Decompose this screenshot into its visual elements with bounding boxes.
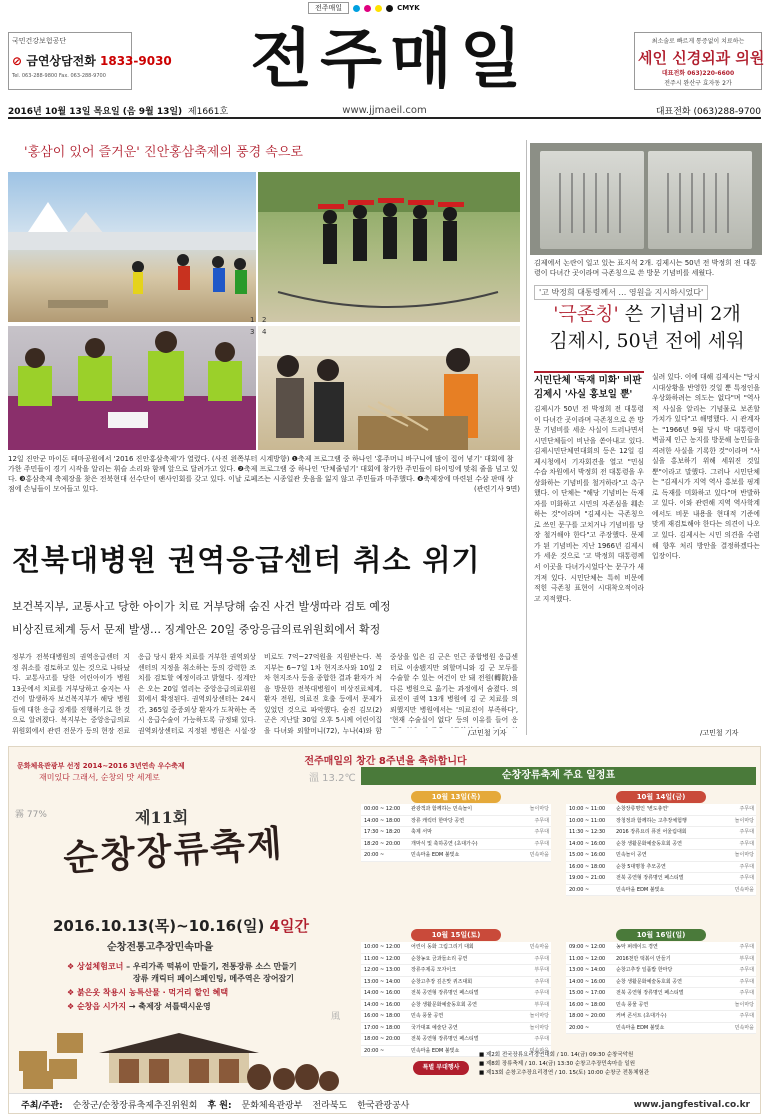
schedule-time: 15:00 ~ 17:00 <box>569 990 606 996</box>
schedule-row <box>566 839 756 851</box>
festival-feature-1-marker: ❖ 상설체험코너 <box>67 962 124 971</box>
memorial-inscription-drawing <box>530 143 762 255</box>
feature-headline: '홍삼이 있어 즐거운' 진안홍삼축제의 풍경 속으로 <box>24 145 303 160</box>
festival-feature-3-marker: ❖ 붉은옷 착용시 농특산물 · 먹거리 할인 혜택 <box>67 988 229 997</box>
schedule-time: 18:00 ~ 20:00 <box>364 1036 401 1042</box>
schedule-row <box>566 942 756 954</box>
festival-schedule <box>361 767 756 1089</box>
main-lead-1: 보건복지부, 교통사고 당한 아이가 치료 거부당해 숨진 사건 발생따라 검토 예정 <box>12 600 391 613</box>
photo-label-1: 1 <box>250 316 255 324</box>
schedule-venue: 주무대 <box>739 990 754 996</box>
photo-fan-signing-drawing <box>8 326 256 450</box>
schedule-row <box>361 804 551 816</box>
schedule-time: 14:00 ~ 16:00 <box>364 1001 401 1008</box>
schedule-venue: 주무대 <box>739 806 754 812</box>
main-lead-2: 비상진료체계 등서 문제 발생… 징계안은 20일 중앙응급의료위원회에서 확정 <box>12 623 381 636</box>
schedule-event: 축제 서막 <box>411 829 432 835</box>
issue-number: 제1661호 <box>187 106 229 117</box>
schedule-time: 16:00 ~ 18:00 <box>569 1001 606 1008</box>
side-word-fog: 霧 77% <box>15 810 47 820</box>
photo-label-4: 4 <box>262 328 267 336</box>
schedule-venue: 놀이마당 <box>734 817 754 824</box>
festival-ad[interactable] <box>8 746 761 1114</box>
schedule-venue: 주무대 <box>739 967 754 973</box>
schedule-row <box>566 965 756 977</box>
ad-clinic-top: 최소술로 빠르게 통증없이 치료하는 <box>651 38 745 45</box>
side-story-subhead-2: 김제시 '사실 홍보일 뿐' <box>534 388 633 400</box>
schedule-venue: 놀이마당 <box>529 1013 549 1019</box>
schedule-time: 13:00 ~ 14:00 <box>569 967 606 973</box>
schedule-day-4 <box>566 929 756 1034</box>
cyan-dot <box>353 5 360 12</box>
schedule-row <box>361 1034 551 1046</box>
schedule-row <box>361 850 551 862</box>
schedule-venue: 주무대 <box>534 829 549 835</box>
dateline <box>8 103 761 119</box>
schedule-row <box>566 988 756 1000</box>
ad-quitline-title <box>12 52 172 69</box>
special-event-3: ■ 제13회 순창고추장요리경연 / 10. 15(토) 10:00 순창군 전통체험관 <box>479 1070 650 1076</box>
schedule-event: 순창농요 금과들소리 공연 <box>411 955 468 962</box>
schedule-event: 민속 풍물 공연 <box>616 1001 649 1008</box>
schedule-event: 전북 공연형 장류명인 페스티벌 <box>616 990 684 996</box>
side-story-col-1: 김제시가 50년 전 박정희 전 대통령이 다녀간 곳이라며 극존칭으로 쓴 방문 기념비를 세운 사실이 드러나면서 시민단체들이 비난을 쏟아내고 있다. 김제시민단체연대회의 등은 12일 김제시청에서 기자회견을 열고 "민심 수습 차원에서 박정희 전 대통령을 우상화하는 기념비를 철거하라"고 촉구했다. 이 단체는 "해당 기념비는 독재자를 미화하고 시민의 자존심을 훼손하는 것"이라며 "김제시는 극존칭으로 쓰인 문구를 고치거나 기념비를 당장 철거해야 한다"고 주장했다. 문제가 된 기념비는 지난 1966년 김제시가 세운 것으로 '고 박정희 대통령께서 이곳을 다녀가시었다'는 문구가 새겨져 있다. 시민단체는 특히 비문에 적힌 극존칭 표현이 시대착오적이라고 지적했다. <box>534 405 644 603</box>
main-phone: 대표전화 (063)288-9700 <box>655 106 761 117</box>
festival-feature-4 <box>67 1001 211 1013</box>
side-story-byline: /고민철 기자 <box>700 729 739 737</box>
schedule-event: 개막식 및 축하공연 (초대가수) <box>411 840 478 847</box>
sponsor-2: 전라북도 <box>312 1101 348 1111</box>
schedule-row <box>566 977 756 989</box>
festival-feature-2-text: 장류 캐릭터 페이스페인팅, 메주역은 장어잡기 <box>133 974 295 983</box>
festival-slogan: 재미있다 그래서, 순창의 맛 세계로 <box>39 773 160 782</box>
schedule-venue: 민속마을 <box>529 1047 549 1054</box>
schedule-event: 관광객과 함께하는 민속놀이 <box>411 806 473 812</box>
side-story-headline-rest: 쓴 기념비 2개 <box>618 303 741 325</box>
schedule-event: 전북 공연형 장류명인 페스티벌 <box>411 990 479 996</box>
special-events-badge: 특별 부대행사 <box>413 1061 469 1075</box>
schedule-time: 11:00 ~ 12:00 <box>569 955 606 962</box>
schedule-venue: 주무대 <box>534 1036 549 1042</box>
schedule-day-heading: 10월 14일(금) <box>616 791 706 803</box>
schedule-venue: 주무대 <box>534 817 549 824</box>
schedule-time: 13:00 ~ 14:00 <box>364 978 401 985</box>
schedule-venue: 주무대 <box>739 863 754 870</box>
festival-url[interactable]: www.jangfestival.co.kr <box>633 1099 750 1110</box>
schedule-row <box>566 1000 756 1012</box>
schedule-row <box>566 862 756 874</box>
schedule-venue: 민속마을 <box>734 886 754 893</box>
schedule-row <box>566 804 756 816</box>
ad-clinic-tel: 대표전화 063)220-6600 <box>661 70 735 77</box>
schedule-time: 19:00 ~ 21:00 <box>569 875 606 881</box>
photo-jump-rope-drawing <box>258 172 520 322</box>
schedule-event: 농악 퍼레이드 경연 <box>616 944 658 950</box>
side-story-kicker: '고 박정희 대통령께서 … 영원을 지시하시었다' <box>534 285 708 300</box>
ad-quitline-org: 국민건강보험공단 <box>12 37 67 45</box>
schedule-row <box>361 839 551 851</box>
side-word-temp: 溫 13.2℃ <box>309 773 356 784</box>
schedule-time: 14:00 ~ 16:00 <box>364 990 401 996</box>
color-proof-letters: CMYK <box>397 4 420 12</box>
schedule-event: 순창고추장 깊은맛 퀴즈대회 <box>411 978 473 985</box>
schedule-time: 16:00 ~ 18:00 <box>364 1013 401 1019</box>
photo-label-3: 3 <box>250 328 255 336</box>
festival-feature-3 <box>67 987 228 999</box>
schedule-row <box>361 827 551 839</box>
schedule-row <box>566 816 756 828</box>
schedule-time: 10:00 ~ 11:00 <box>569 806 606 812</box>
main-story-col-3: 비로도 7억~27억원을 지원받는다. 복지부는 6~7일 1차 현지조사와 10일 2차 현지조사 등을 종합한 결과 환자가 처음 방문한 전북대병원이 비상진료체계, 환자 전원, 의료진 호출 등에서 문제가 있었던 것으로 파악했다. 숨진 김모(2) 군은 지난달 30일 오후 5시께 어린이집을 다녀와 외할머니(72), 누나(4)와 함 <box>264 653 382 735</box>
schedule-event: 민속마을 EDM 불빛쇼 <box>616 886 665 893</box>
festival-feature-4-text: → 축제장 셔틀택시운영 <box>128 1002 211 1011</box>
schedule-row <box>566 954 756 966</box>
schedule-event: 전북 공연형 장류명인 페스티벌 <box>411 1036 479 1042</box>
schedule-venue: 주무대 <box>534 840 549 847</box>
photo-jump-rope[interactable] <box>258 172 520 322</box>
schedule-time: 20:00 ~ <box>569 1024 590 1031</box>
black-dot <box>386 5 393 12</box>
festival-name: 순창장류축제 <box>61 822 286 880</box>
photo-fan-signing[interactable] <box>8 326 256 450</box>
schedule-day-1 <box>361 791 551 862</box>
special-events <box>361 1051 756 1089</box>
schedule-time: 17:00 ~ 18:00 <box>364 1024 401 1031</box>
no-smoking-icon: ⊘ <box>12 54 23 68</box>
schedule-row <box>566 873 756 885</box>
ad-clinic-addr: 전주시 완산구 효자동 2가 <box>664 80 732 88</box>
ad-quitline[interactable] <box>8 32 172 90</box>
schedule-time: 17:30 ~ 18:20 <box>364 829 401 835</box>
schedule-event: 장류주제곡 모자이크 <box>411 967 457 973</box>
ad-quitline-small: Tel. 063-288-9800 Fax. 063-288-9700 <box>12 73 106 79</box>
festival-feature-4-marker: ❖ 순창읍 시가지 <box>67 1002 127 1011</box>
schedule-event: 순창 생활문화예술동호회 공연 <box>411 1001 477 1008</box>
special-event-2: ■ 제8회 장류축제 / 10. 14(금) 13:30 순창고추장민속마을 일원 <box>479 1061 636 1067</box>
side-story-headline-quote: '극존칭' <box>553 303 619 325</box>
schedule-day-2 <box>566 791 756 896</box>
main-story-byline: /고민철 기자 <box>468 729 507 737</box>
side-story-headline-2: 김제시, 50년 전에 세워 <box>549 330 745 352</box>
schedule-time: 14:00 ~ 16:00 <box>569 840 606 847</box>
schedule-venue: 주무대 <box>534 978 549 985</box>
schedule-venue: 놀이마당 <box>529 806 549 812</box>
schedule-event: 순창 5대명창 추모공연 <box>616 863 666 870</box>
feature-caption-text: 12일 진안군 마이돈 테마공원에서 '2016 진안홍삼축제'가 열렸다. (사진 왼쪽부터 시계방향) ❶축제 프로그램 중 하나인 '홍주머니 바구니에 많이 집어 넣기' 대회에 참가한 주민들이 경기 시작을 알리는 휘슬 소리와 함께 앞으로 달려가고 있다. ❷축제 프로그램 중 하나인 '단체줄넘기' 대회에 참가한 주민들이 타이밍에 맞춰 줄을 넘고 있다. ❸홍삼축제 축제장을 찾은 전북현대 선수단이 팬사인회를 갖고 있다. 이날 로페즈는 시종일관 웃음을 잃지 않고 주민들과 마주했다. ❹축제장에 마련된 수삼 판매 상점에 손님들이 모여들고 있다. <box>8 455 518 494</box>
main-story-col-2: 응급 당시 환자 치료를 거부한 권역외상센터의 지정을 취소하는 등의 강력한 조치를 검토할 예정이라고 밝혔다. 징계안은 오는 20일 열리는 중앙응급의료위원회에서 확정된다. 권역외상센터는 24시간, 365일 중증외상 환자가 도착하는 즉시 응급수술이 가능하도록 규정돼 있다. 권역외상센터로 지정된 병원은 시설·장 <box>138 653 256 735</box>
schedule-venue: 놀이마당 <box>734 1001 754 1008</box>
schedule-time: 20:00 ~ <box>364 852 385 858</box>
anniversary-banner: 전주매일의 창간 8주년을 축하합니다 <box>304 756 467 767</box>
schedule-time: 16:00 ~ 18:00 <box>569 863 606 870</box>
ad-quitline-number: 1833-9030 <box>100 54 172 68</box>
schedule-day-3 <box>361 929 551 1057</box>
schedule-row <box>361 942 551 954</box>
schedule-venue: 민속마을 <box>529 944 549 950</box>
schedule-venue: 주무대 <box>534 955 549 962</box>
color-proof-strip <box>308 2 420 14</box>
schedule-venue: 주무대 <box>739 875 754 881</box>
schedule-day-heading: 10월 15일(토) <box>411 929 501 941</box>
schedule-time: 11:30 ~ 12:30 <box>569 829 606 835</box>
schedule-venue: 주무대 <box>739 1013 754 1019</box>
side-story-subheads <box>534 371 644 402</box>
festival-feature-1-text: – 우리가족 떡볶이 만들기, 전통장류 소스 만들기 <box>126 962 297 971</box>
schedule-venue: 민속마을 <box>529 852 549 858</box>
ad-quitline-name: 금연상담전화 <box>26 54 96 68</box>
schedule-row <box>361 988 551 1000</box>
festival-feature-2 <box>133 973 294 985</box>
sponsor-3: 한국관광공사 <box>357 1101 410 1111</box>
schedule-title: 순창장류축제 주요 일정표 <box>361 767 756 785</box>
color-proof-label: 전주매일 <box>308 2 349 14</box>
main-story-col-1: 정부가 전북대병원의 권역응급센터 지정 취소를 검토하고 있는 것으로 나타났다. 교통사고를 당한 어린아이가 병원 13곳에서 치료를 거부당하고 숨지는 사건이 발생하자 보건복지부가 해당 병원들에 대한 응급 징계를 진행하기로 한 것으로 알려졌다. 복지부는 중앙응급의료위원회에서 관련 전문가 등의 현장 진료 <box>12 653 130 735</box>
special-events-list <box>479 1051 756 1078</box>
schedule-time: 09:00 ~ 12:00 <box>569 944 606 950</box>
schedule-row <box>361 1000 551 1012</box>
main-story-col-4: 중상을 입은 김 군은 인근 종합병원 응급센터로 이송됐지만 외할머니와 김 군 모두를 수술할 수 있는 여건이 안 돼 전원(轉院)을 다른 병원으로 옮기는 과정에서 숨졌다. 의료진이 권역 13개 병원에 김 군 치료를 의뢰했지만 병원에서는 '의료진이 부족하다', '현재 수술실이 없다' 등의 이유를 들어 응 <box>390 653 518 725</box>
schedule-event: 순창장류명인 '변도총연' <box>616 806 669 812</box>
schedule-event: 어린이 동화 그림그리기 대회 <box>411 944 474 950</box>
ad-clinic[interactable] <box>634 32 765 90</box>
yellow-dot <box>375 5 382 12</box>
schedule-venue: 주무대 <box>739 978 754 985</box>
festival-place: 순창전통고추장민속마을 <box>107 942 214 953</box>
schedule-row <box>361 1023 551 1035</box>
schedule-event: 민속놀이 공연 <box>616 852 647 858</box>
schedule-event: 국가대표 예술단 공연 <box>411 1024 458 1031</box>
schedule-time: 15:00 ~ 16:00 <box>569 852 606 858</box>
schedule-event: 순창고추장 일품밥 한마당 <box>616 967 673 973</box>
schedule-row <box>566 1011 756 1023</box>
hanok-and-jars-illustration <box>9 1029 349 1091</box>
side-story-headline-1 <box>534 302 760 326</box>
side-word-wind: 風 <box>331 1012 341 1022</box>
schedule-time: 20:00 ~ <box>569 886 590 893</box>
schedule-row <box>361 816 551 828</box>
schedule-row <box>361 954 551 966</box>
schedule-event: 순창 생활문화예술동호회 공연 <box>616 978 682 985</box>
schedule-time: 11:00 ~ 12:00 <box>364 955 401 962</box>
schedule-row <box>566 1023 756 1035</box>
schedule-time: 18:20 ~ 20:00 <box>364 840 401 847</box>
dateline-left <box>8 104 248 117</box>
schedule-venue: 주무대 <box>739 944 754 950</box>
photo-label-2: 2 <box>262 316 267 324</box>
sponsor-label: 후 원: <box>207 1101 232 1111</box>
schedule-event: 전북 공연형 장류명인 페스티벌 <box>616 875 684 881</box>
festival-ad-footer <box>9 1093 761 1114</box>
festival-date-range: 2016.10.13(목)~10.16(일) <box>53 917 265 935</box>
special-event-1: ■ 제2회 전국장류요리경연대회 / 10. 14(금) 09:30 순창국악원 <box>479 1052 634 1058</box>
photo-memorial-stones[interactable] <box>530 143 762 255</box>
main-headline: 전북대병원 권역응급센터 취소 위기 <box>12 543 481 577</box>
schedule-event: 민속 풍물 공연 <box>411 1013 444 1019</box>
festival-award-tag: 문화체육관광부 선정 2014~2016 3년연속 우수축제 <box>17 762 185 770</box>
schedule-event: 장류 캐릭터 한마당 공연 <box>411 817 465 824</box>
schedule-event: 민속마을 EDM 불빛쇼 <box>411 1047 460 1054</box>
schedule-time: 14:00 ~ 18:00 <box>364 817 401 824</box>
schedule-event: 장청정과 함께하는 고추장체험행 <box>616 817 687 824</box>
schedule-row <box>566 885 756 897</box>
newspaper-title: 전주매일 <box>250 23 530 97</box>
schedule-row <box>566 850 756 862</box>
schedule-row <box>361 977 551 989</box>
festival-feature-1 <box>67 961 297 973</box>
festival-dates <box>53 915 309 936</box>
schedule-row <box>361 1011 551 1023</box>
schedule-event: 2016 장류요리 퓨전 어울림대회 <box>616 829 687 835</box>
schedule-venue: 놀이마당 <box>529 1024 549 1031</box>
column-divider <box>526 140 527 735</box>
schedule-time: 10:00 ~ 12:00 <box>364 944 401 950</box>
feature-caption <box>8 454 520 495</box>
schedule-row <box>566 827 756 839</box>
schedule-day-heading: 10월 13일(목) <box>411 791 501 803</box>
schedule-time: 00:00 ~ 12:00 <box>364 806 401 812</box>
photo-ginseng-stall[interactable] <box>258 326 520 450</box>
organizer-label: 주최/주관: <box>21 1101 63 1111</box>
photo-basket-game[interactable] <box>8 172 256 322</box>
photo-ginseng-stall-drawing <box>258 326 520 450</box>
schedule-day-heading: 10월 16일(일) <box>616 929 706 941</box>
ad-clinic-name: 세인 신경외과 의원 <box>638 49 765 67</box>
schedule-time: 20:00 ~ <box>364 1047 385 1054</box>
schedule-venue: 부무대 <box>739 955 754 962</box>
side-story-subhead-1: 시민단체 '독재 미화' 비판 <box>534 375 642 386</box>
memorial-photo-caption: 김제에서 논란이 일고 있는 표지석 2개. 김제시는 50년 전 박정희 전 대통령이 다녀간 곳이라며 극존칭으로 쓴 방문 기념비를 세웠다. <box>534 259 757 278</box>
schedule-time: 18:00 ~ 20:00 <box>569 1013 606 1019</box>
issue-date: 2016년 10월 13일 목요일 (음 9월 13일) <box>8 106 183 117</box>
schedule-venue: 부무대 <box>534 1001 549 1008</box>
schedule-event: 커버 콘서트 (초대가수) <box>616 1013 667 1019</box>
schedule-time: 12:00 ~ 13:00 <box>364 967 401 973</box>
photo-basket-game-drawing <box>8 172 256 322</box>
schedule-venue: 주무대 <box>739 829 754 835</box>
schedule-venue: 주무대 <box>739 840 754 847</box>
schedule-venue: 놀이마당 <box>734 852 754 858</box>
schedule-venue: 부무대 <box>534 967 549 973</box>
side-story-col-2: 실려 있다. 이에 대해 김제시는 "당시 시대상황을 반영한 것일 뿐 특정인을 우상화하려는 의도는 없다"며 "역사적 사실을 알리는 기념물로 보존할 가치가 있다"고 해명했다. 시 관계자는 "1966년 9월 당시 박 대통령이 벽골제 인근 농지를 방문해 농민들을 격려한 사실을 기록한 것"이라며 "사실을 홍보하기 위해 세워진 것일 뿐"이라고 말했다. 그러나 시민단체는 "김제시가 지역 역사 홍보를 핑계로 독재를 미화하고 있다"며 반발하고 있다. 이와 관련해 지역 역사학계에서도 비문 내용을 현대적 기준에 맞게 재검토해야 한다는 의견이 나오고 있다. 김제시는 시민 의견을 수렴해 향후 처리 방안을 결정하겠다는 입장이다. <box>652 373 760 561</box>
schedule-event: 민속마을 EDM 불빛쇼 <box>411 852 460 858</box>
schedule-event: 2016천만 떡볶이 만들기 <box>616 955 671 962</box>
schedule-event: 민속마을 EDM 불빛쇼 <box>616 1024 665 1031</box>
schedule-event: 순창 생활문화예술동호회 공연 <box>616 840 682 847</box>
organizer-name: 순창군/순창장류축제추진위원회 <box>72 1101 198 1111</box>
feature-credit: (관련기사 9면) <box>474 485 520 494</box>
festival-duration: 4일간 <box>269 917 309 935</box>
schedule-venue: 주무대 <box>534 990 549 996</box>
website-link[interactable]: www.jjmaeil.com <box>342 104 427 116</box>
schedule-venue: 민속마을 <box>734 1024 754 1031</box>
schedule-time: 14:00 ~ 16:00 <box>569 978 606 985</box>
schedule-row <box>361 965 551 977</box>
festival-edition: 제11회 <box>135 808 189 827</box>
sponsor-1: 문화체육관광부 <box>241 1101 303 1111</box>
magenta-dot <box>364 5 371 12</box>
schedule-time: 10:00 ~ 11:00 <box>569 817 606 824</box>
